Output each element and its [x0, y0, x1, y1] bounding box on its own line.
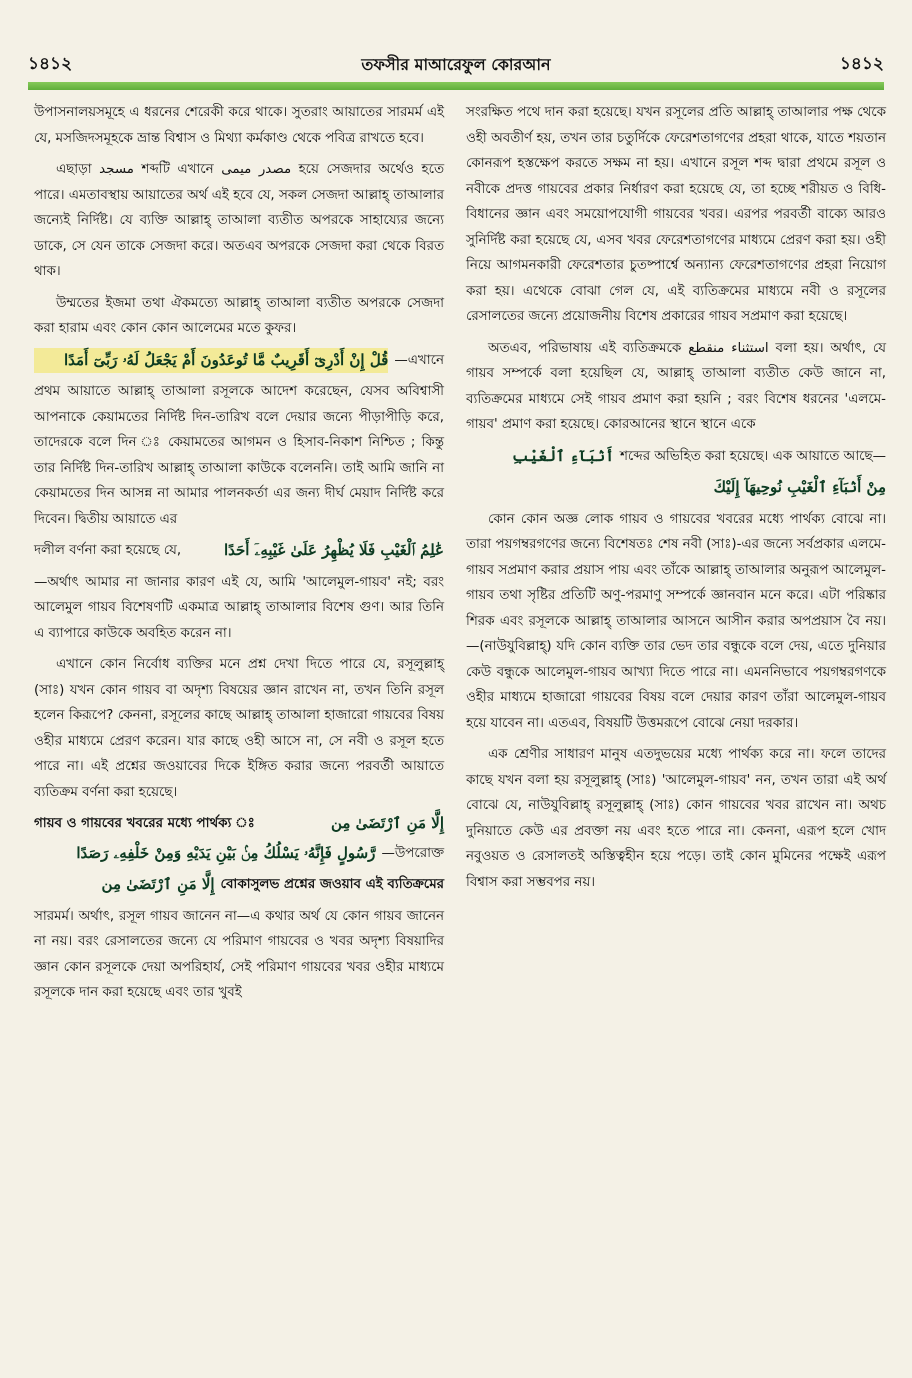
ayah-line-4 [34, 872, 444, 898]
ayah-3: رَّسُولٍ فَإِنَّهُۥ يَسْلُكُ مِنۢ بَيْنِ يَدَيْهِ وَمِنْ خَلْفِهِۦ رَصَدًا [76, 843, 376, 862]
right-paragraph-2-tail: শব্দের অভিহিত করা হয়েছে। এক আয়াতে আছে— [619, 448, 886, 464]
left-paragraph-2: এছাড়া مسجد শব্দটি এখানে مصدر ميمى হয়ে সেজদার অর্থেও হতে পারে। এমতাবস্থায় আয়াতের অর্থ এই হবে যে, সকল সেজদা আল্লাহ্ তাআলার জন্যেই নির্দিষ্ট। যে ব্যক্তি আল্লাহ্ তাআলা ব্যতীত অপরকে সাহায্যের জন্যে ডাকে, সে যেন তাকে সেজদা করে। অতএব অপরকে সেজদা করা থেকে বিরত থাক। [34, 162, 445, 279]
ayah-line-right-1 [466, 444, 886, 470]
left-paragraph-7-lead: বোকাসুলভ প্রশ্নের জওয়াব এই ব্যতিক্রমের [220, 877, 444, 892]
ayah-4: إِلَّا مَنِ ٱرْتَضَىٰ مِن [101, 875, 215, 893]
right-paragraph-2: অতএব, পরিভাষায় এই ব্যতিক্রমকে استثناء منقطع বলা হয়। অর্থাৎ, যে গায়ব সম্পর্কে বলা হয়েছিল যে, আল্লাহ্ তাআলা ব্যতীত কেউ জানে না, ব্যতিক্রমের মাধ্যমে সেই গায়ব প্রমাণ করা হয়নি ; বরং বিশেষ ধরনের 'এলমে-গায়ব' প্রমাণ করা হয়েছে। কোরআনের স্থানে স্থানে একে [466, 340, 887, 432]
subheading-ayah: إِلَّا مَنِ ٱرْتَضَىٰ مِن [330, 814, 444, 832]
page-number-left: ১৪১২ [28, 54, 73, 74]
right-paragraph-4: এক শ্রেণীর সাধারণ মানুষ এতদুভয়ের মধ্যে পার্থক্য করে না। ফলে তাদের কাছে যখন বলা হয় রসূলুল্লাহ্ (সাঃ) 'আলেমুল-গায়ব' নন, তখন তারা এই অর্থ বোঝে যে, নাউযুবিল্লাহ্ রসূলুল্লাহ্ (সাঃ) কোন গায়বের খবর রাখেন না। অথচ দুনিয়াতে কেউ এর প্রবক্তা নয় এবং হতে পারে না। কেননা, এরূপ হলে খোদ নবুওয়ত ও রেসালতই অস্তিত্বহীন হয়ে পড়ে। তাই কোন মুমিনের পক্ষেই এরূপ বিশ্বাস করা সম্ভবপর নয়। [466, 747, 886, 890]
running-title: তফসীর মাআরেফুল কোরআন [361, 54, 551, 74]
page-header [28, 50, 884, 80]
ayah-2: عَٰلِمُ ٱلْغَيْبِ فَلَا يُظْهِرُ عَلَىٰ غَيْبِهِۦٓ أَحَدًا [223, 541, 444, 559]
subheading-text: গায়ব ও গায়বের খবরের মধ্যে পার্থক্য ঃ [34, 816, 255, 831]
left-column [34, 100, 444, 1012]
ayah-1: قُلْ إِنْ أَدْرِىٓ أَقَرِيبٌ مَّا تُوعَدُونَ أَمْ يَجْعَلُ لَهُۥ رَبِّىٓ أَمَدًا [34, 348, 388, 374]
right-column [466, 100, 886, 901]
page-number-right: ১৪১২ [839, 54, 884, 74]
section-subheading [34, 811, 444, 837]
ayah-line-3 [34, 841, 444, 867]
ayah-right: مِنْ أَنۢبَآءِ ٱلْغَيْبِ نُوحِيهَآ إِلَيْكَ [713, 478, 886, 496]
left-paragraph-3: উম্মতের ইজমা তথা ঐকমত্যে আল্লাহ্ তাআলা ব্যতীত অপরকে সেজদা করা হারাম এবং কোন কোন আলেমের মতে কুফর। [34, 295, 444, 336]
left-paragraph-5-lead: দলীল বর্ণনা করা হয়েছে যে, [34, 543, 182, 558]
left-paragraph-4: প্রথম আয়াতে আল্লাহ্ তাআলা রসূলকে আদেশ করেছেন, যেসব অবিশ্বাসী আপনাকে কেয়ামতের নির্দিষ্ট দিন-তারিখ বলে দেয়ার জন্যে পীড়াপীড়ি করে, তাদেরকে বলে দিন ঃ কেয়ামতের আগমন ও হিসাব-নিকাশ নিশ্চিত ; কিন্তু তার নির্দিষ্ট দিন-তারিখ আল্লাহ্ তাআলা কাউকে বলেননি। তাই আমি জানি না কেয়ামতের দিন আসন্ন না আমার পালনকর্তা এর জন্য দীর্ঘ মেয়াদ নির্দিষ্ট করে দিবেন। দ্বিতীয় আয়াতে এর [34, 384, 444, 527]
header-rule [28, 82, 884, 90]
ayah-line-right-2 [466, 475, 886, 501]
ayah-right-phrase: أَنۢبَآءِ ٱلْغَيْبِ [512, 446, 614, 465]
left-paragraph-5: —অর্থাৎ আমার না জানার কারণ এই যে, আমি 'আলেমুল-গায়ব' নই; বরং আলেমুল গায়ব বিশেষণটি একমাত্র আল্লাহ্ তাআলার বিশেষ গুণ। আর তিনি এ ব্যাপারে কাউকে অবহিত করেন না। [34, 574, 444, 641]
left-paragraph-7: সারমর্ম। অর্থাৎ, রসূল গায়ব জানেন না—এ কথার অর্থ যে কোন গায়ব জানেন না নয়। বরং রেসালতের জন্যে যে পরিমাণ গায়বের ও খবর অদৃশ্য বিষয়াদির জ্ঞান কোন রসূলকে দেয়া অপরিহার্য, সেই পরিমাণ গায়বের খবর ওহীর মাধ্যমে রসূলকে দান করা হয়েছে এবং তার খুবই [34, 908, 444, 1000]
right-paragraph-1: সংরক্ষিত পথে দান করা হয়েছে। যখন রসূলের প্রতি আল্লাহ্ তাআলার পক্ষ থেকে ওহী অবতীর্ণ হয়, তখন তার চতুর্দিকে ফেরেশতাগণের প্রহরা থাকে, যাতে শয়তান কোনরূপ হস্তক্ষেপ করতে সক্ষম না হয়। এখানে রসূল শব্দ দ্বারা প্রথমে রসূল ও নবীকে প্রদত্ত গায়বের প্রকার নির্ধারণ করা হয়েছে যে, তা হচ্ছে শরীয়ত ও বিধি-বিধানের জ্ঞান এবং সময়োপযোগী গায়বের খবর। এরপর পরবর্তী বাক্যে আরও সুনির্দিষ্ট করা হয়েছে যে, এসব খবর ফেরেশতাগণের মাধ্যমে প্রেরণ করা হয়। ওহী নিয়ে আগমনকারী ফেরেশতার চুতষ্পার্শ্বে অন্যান্য ফেরেশতাগণের প্রহরা নিয়োগ করা হয়। এথেকে বোঝা গেল যে, এই ব্যতিক্রমের মাধ্যমে নবী ও রসূলের রেসালতের জন্যে প্রয়োজনীয় বিশেষ প্রকারের গায়ব সপ্রমাণ করা হয়েছে। [466, 105, 886, 324]
left-paragraph-1: উপাসনালয়সমূহে এ ধরনের শেরেকী করে থাকে। সুতরাং আয়াতের সারমর্ম এই যে, মসজিদসমূহকে ভ্রান্ত বিশ্বাস ও মিথ্যা কর্মকাণ্ড থেকে পবিত্র রাখতে হবে। [34, 105, 444, 146]
ayah-line-2 [34, 538, 444, 564]
right-paragraph-3: কোন কোন অজ্ঞ লোক গায়ব ও গায়বের খবরের মধ্যে পার্থক্য বোঝে না। তারা পয়গম্বরগণের জন্যে বিশেষতঃ শেষ নবী (সাঃ)-এর জন্যে সর্বপ্রকার এলমে-গায়ব সপ্রমাণ করার প্রয়াস পায় এবং তাঁকে আল্লাহ্ তাআলার অনুরূপ আলেমুল-গায়ব তথা সৃষ্টির প্রতিটি অণু-পরমাণু সম্পর্কে জ্ঞানবান মনে করে। এটা পরিষ্কার শিরক এবং রসূলকে আল্লাহ্ তাআলার আসনে আসীন করার অপপ্রয়াস বৈ নয়।—(নাউযুবিল্লাহ্) যদি কোন ব্যক্তি তার ভেদ তার বন্ধুকে বলে দেয়, এতে দুনিয়ার কেউ বন্ধুকে আলেমুল-গায়ব আখ্যা দিতে পারে না। এমননিভাবে পয়গম্বরগণকে ওহীর মাধ্যমে হাজারো গায়বের বিষয় বলে দেয়ার কারণ তাঁরা আলেমুল-গায়ব হয়ে যাবেন না। এতএব, বিষয়টি উত্তমরূপে বোঝে নেয়া দরকার। [466, 511, 886, 731]
ayah-1-tail: —এখানে [394, 352, 444, 368]
left-paragraph-6: এখানে কোন নির্বোধ ব্যক্তির মনে প্রশ্ন দেখা দিতে পারে যে, রসূলুল্লাহ্ (সাঃ) যখন কোন গায়ব বা অদৃশ্য বিষয়ের জ্ঞান রাখেন না, তখন তিনি রসূল হলেন কিরূপে? কেননা, রসূলের কাছে আল্লাহ্ তাআলা হাজারো গায়বের বিষয় ওহীর মাধ্যমে প্রেরণ করেন। যার কাছে ওহী আসে না, সে নবী ও রসূল হতে পারে না। এই প্রশ্নের জওয়াবের দিকে ইঙ্গিত করার জন্যে পরবর্তী আয়াতে ব্যতিক্রম বর্ণনা করা হয়েছে। [34, 657, 444, 800]
ayah-line-1 [34, 348, 444, 374]
ayah-3-tail: —উপরোক্ত [381, 845, 444, 861]
